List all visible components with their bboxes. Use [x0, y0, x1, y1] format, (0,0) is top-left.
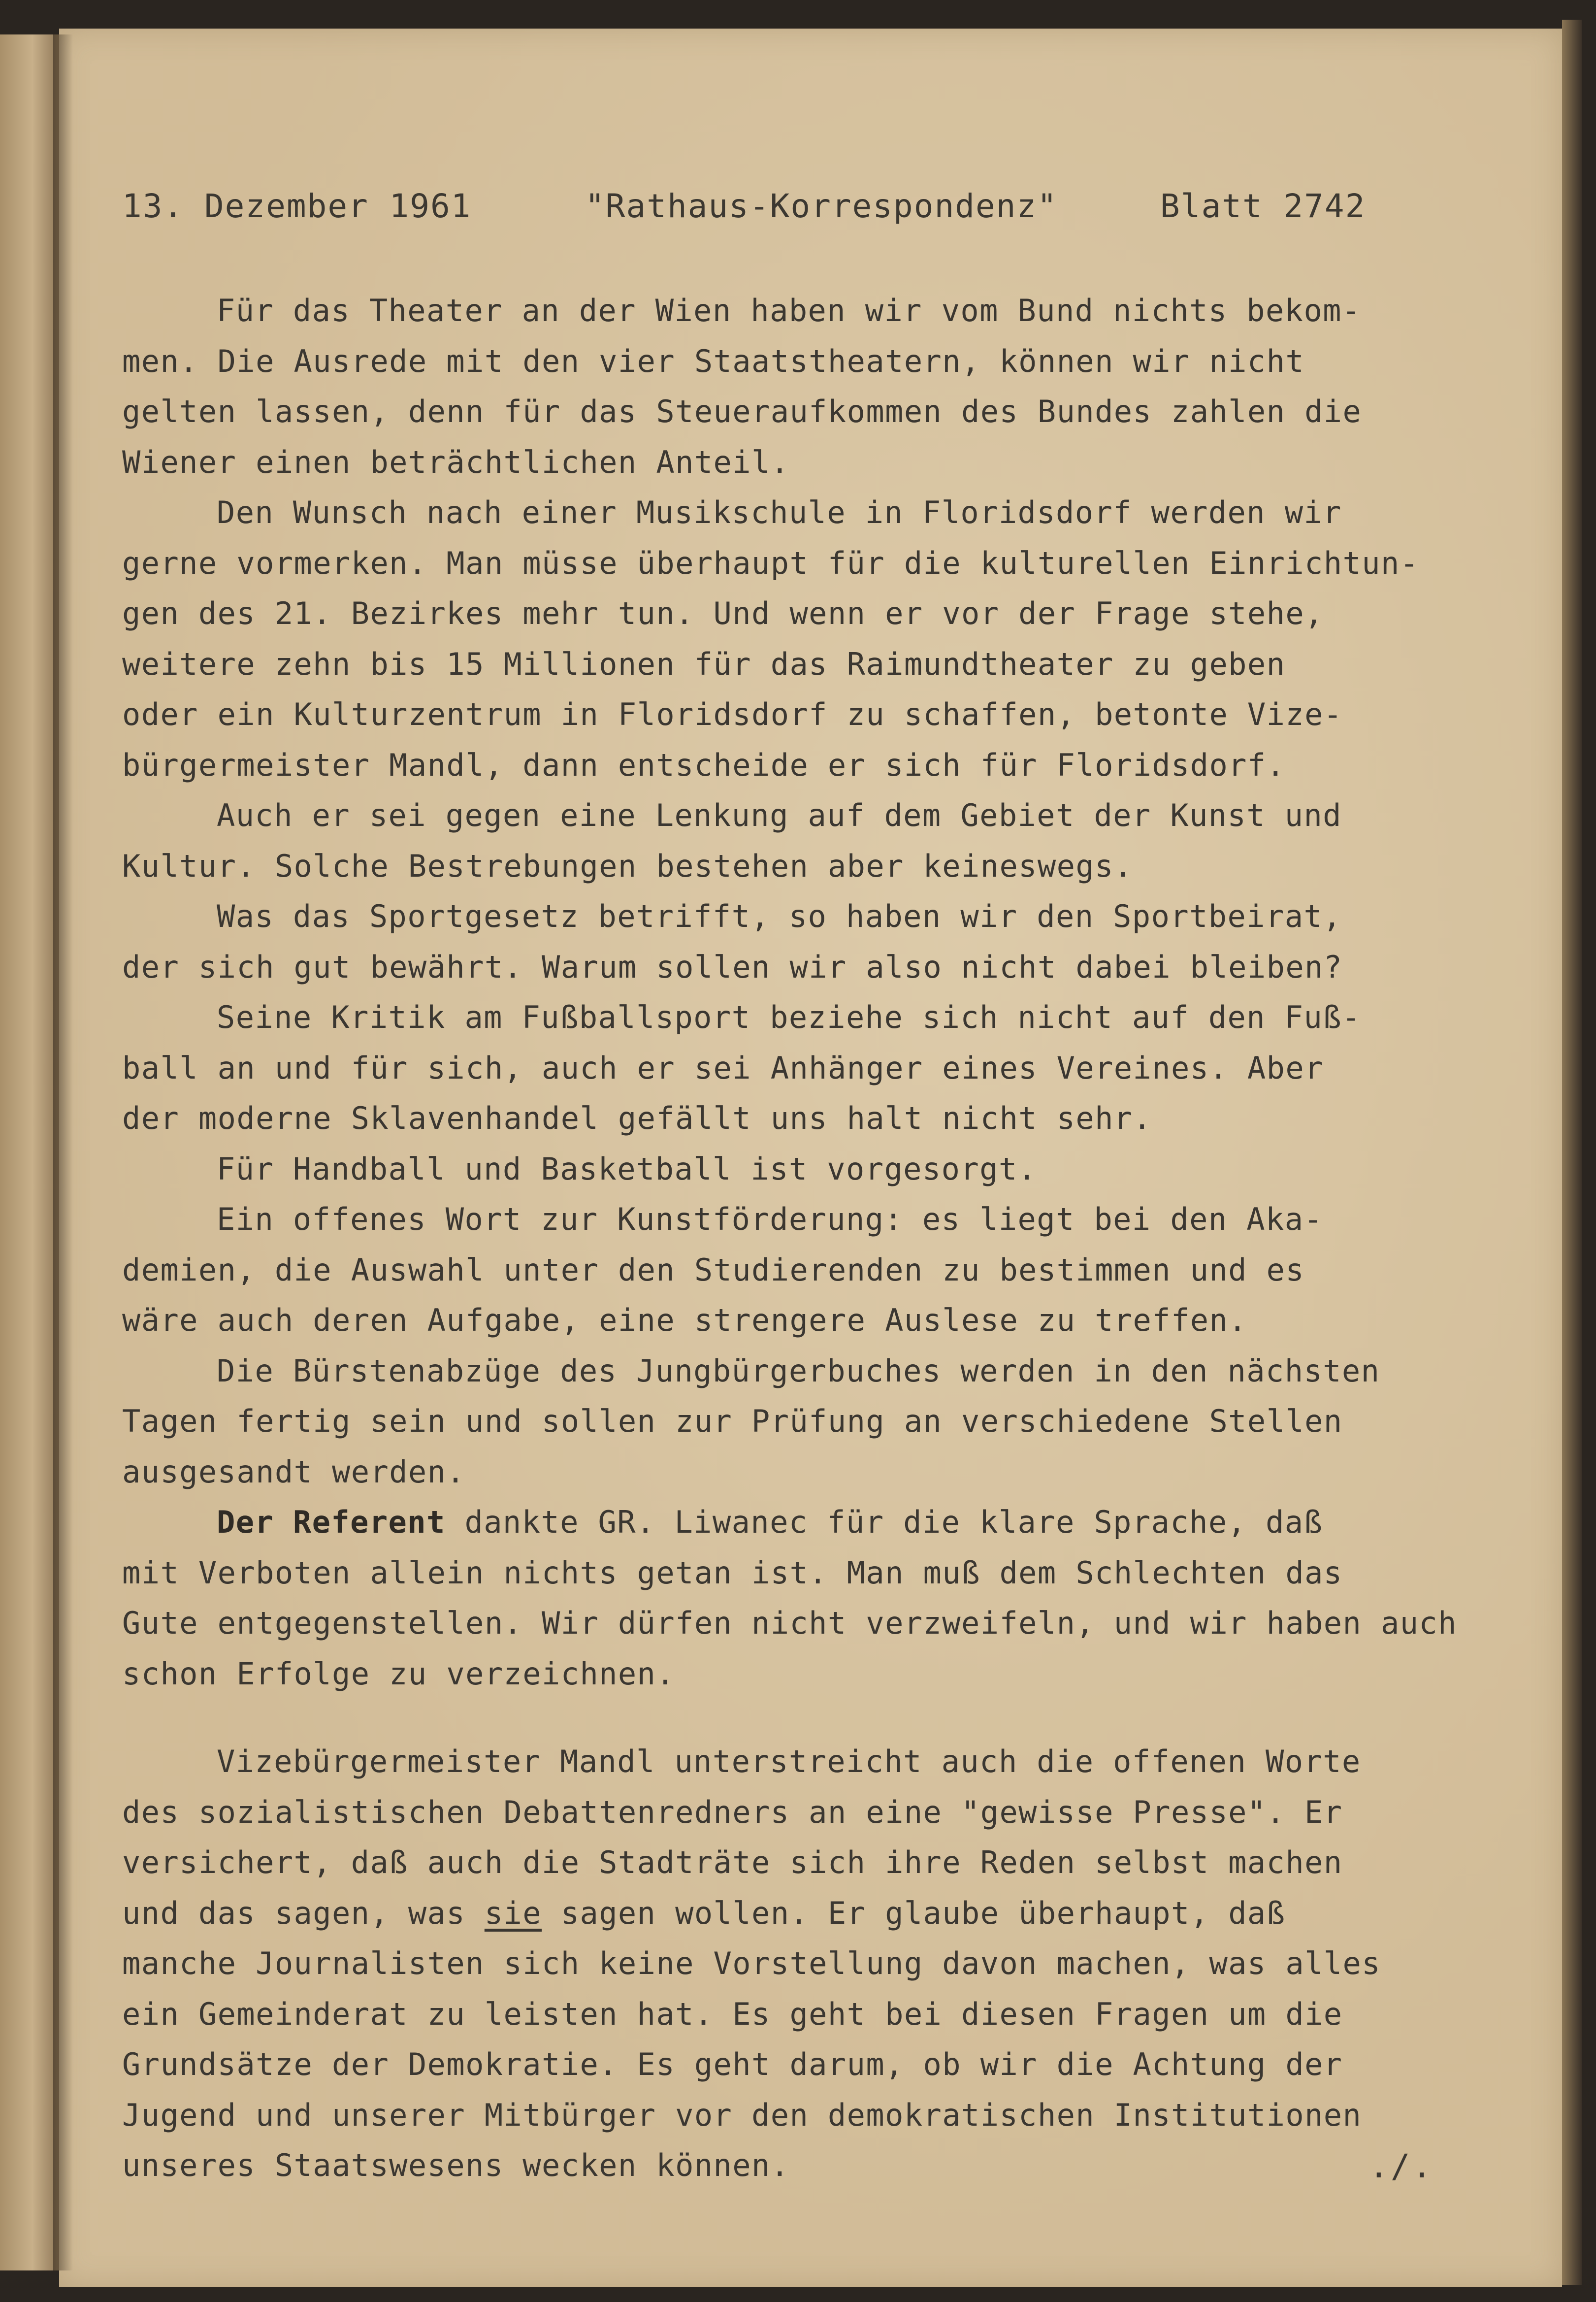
text-line: versichert, daß auch die Stadträte sich ihre Reden selbst machen — [122, 1844, 1343, 1880]
text-line: Grundsätze der Demokratie. Es geht darum, ob wir die Achtung der — [122, 2046, 1343, 2082]
paragraph-musikschule — [122, 488, 1516, 790]
text-line: Für Handball und Basketball ist vorgesorgt. — [217, 1151, 1037, 1187]
text-line: wäre auch deren Aufgabe, eine strengere Auslese zu treffen. — [122, 1302, 1247, 1338]
header-sheet-number: Blatt 2742 — [1160, 187, 1366, 225]
underlined-word: sie — [484, 1895, 542, 1931]
text-line: Wiener einen beträchtlichen Anteil. — [122, 444, 790, 480]
text-line: unseres Staatswesens wecken können. — [122, 2147, 790, 2183]
text-run: dankte GR. Liwanec für die klare Sprache, daß — [445, 1504, 1323, 1540]
text-run: und das sagen, was — [122, 1895, 485, 1931]
text-line: weitere zehn bis 15 Millionen für das Raimundtheater zu geben — [122, 646, 1286, 682]
text-line: Was das Sportgesetz betrifft, so haben wir den Sportbeirat, — [217, 898, 1342, 934]
text-line: schon Erfolge zu verzeichnen. — [122, 1655, 676, 1692]
text-line: men. Die Ausrede mit den vier Staatstheatern, können wir nicht — [122, 343, 1305, 379]
text-line: Den Wunsch nach einer Musikschule in Floridsdorf werden wir — [217, 494, 1342, 530]
text-line: Für das Theater an der Wien haben wir vom Bund nichts bekom- — [217, 293, 1361, 329]
text-line: ein Gemeinderat zu leisten hat. Es geht bei diesen Fragen um die — [122, 1996, 1343, 2032]
paragraph-fussball — [122, 992, 1516, 1144]
text-line: Ein offenes Wort zur Kunstförderung: es liegt bei den Aka- — [217, 1201, 1323, 1237]
text-line: gerne vormerken. Man müsse überhaupt für die kulturellen Einrichtun- — [122, 545, 1419, 581]
text-line: manche Journalisten sich keine Vorstellung davon machen, was alles — [122, 1945, 1381, 1981]
paragraph-theater — [122, 286, 1516, 488]
text-line: mit Verboten allein nichts getan ist. Man muß dem Schlechten das — [122, 1554, 1343, 1591]
paragraph-gap — [122, 1699, 1516, 1737]
text-line — [122, 1888, 1516, 1939]
text-line: gelten lassen, denn für das Steueraufkommen des Bundes zahlen die — [122, 394, 1362, 429]
text-run: sagen wollen. Er glaube überhaupt, daß — [542, 1895, 1286, 1931]
adjacent-page-edge — [0, 34, 59, 2270]
text-line: ausgesandt werden. — [122, 1453, 466, 1490]
text-line: gen des 21. Bezirkes mehr tun. Und wenn er vor der Frage stehe, — [122, 595, 1324, 631]
text-line: Seine Kritik am Fußballsport beziehe sich nicht auf den Fuß- — [217, 999, 1361, 1035]
header-title: "Rathaus-Korrespondenz" — [585, 187, 1058, 225]
speaker-label: Der Referent — [217, 1504, 446, 1540]
header-date: 13. Dezember 1961 — [122, 187, 472, 225]
text-line: der moderne Sklavenhandel gefällt uns halt nicht sehr. — [122, 1100, 1152, 1136]
document-body — [122, 286, 1516, 2191]
text-line: ball an und für sich, auch er sei Anhänger eines Vereines. Aber — [122, 1050, 1324, 1086]
text-line: Auch er sei gegen eine Lenkung auf dem Gebiet der Kunst und — [217, 797, 1342, 833]
text-line: Vizebürgermeister Mandl unterstreicht auch die offenen Worte — [217, 1743, 1361, 1779]
text-line: Die Bürstenabzüge des Jungbürgerbuches werden in den nächsten — [217, 1352, 1380, 1389]
paragraph-referent — [122, 1497, 1516, 1699]
text-line — [122, 1497, 1516, 1548]
paragraph-handball — [122, 1144, 1516, 1195]
page-right-edge — [1562, 20, 1582, 2285]
binding-shadow — [53, 34, 73, 2270]
text-line: oder ein Kulturzentrum in Floridsdorf zu schaffen, betonte Vize- — [122, 696, 1343, 732]
paragraph-kunstfoerderung — [122, 1194, 1516, 1346]
paragraph-vizebuergermeister — [122, 1737, 1516, 2191]
text-line: Tagen fertig sein und sollen zur Prüfung an verschiedene Stellen — [122, 1403, 1343, 1439]
text-line: Jugend und unserer Mitbürger vor den demokratischen Institutionen — [122, 2097, 1362, 2133]
paragraph-sportgesetz — [122, 891, 1516, 992]
text-line: bürgermeister Mandl, dann entscheide er sich für Floridsdorf. — [122, 747, 1286, 783]
text-line: demien, die Auswahl unter den Studierenden zu bestimmen und es — [122, 1251, 1305, 1288]
paragraph-lenkung — [122, 790, 1516, 891]
continuation-mark: ./. — [1369, 2147, 1434, 2185]
text-line: Gute entgegenstellen. Wir dürfen nicht verzweifeln, und wir haben auch — [122, 1605, 1457, 1641]
text-line: Kultur. Solche Bestrebungen bestehen aber keineswegs. — [122, 848, 1133, 884]
text-line: des sozialistischen Debattenredners an eine "gewisse Presse". Er — [122, 1794, 1343, 1830]
page-header — [122, 187, 1402, 241]
paragraph-jungbuergerbuch — [122, 1346, 1516, 1498]
text-line: der sich gut bewährt. Warum sollen wir also nicht dabei bleiben? — [122, 949, 1343, 985]
